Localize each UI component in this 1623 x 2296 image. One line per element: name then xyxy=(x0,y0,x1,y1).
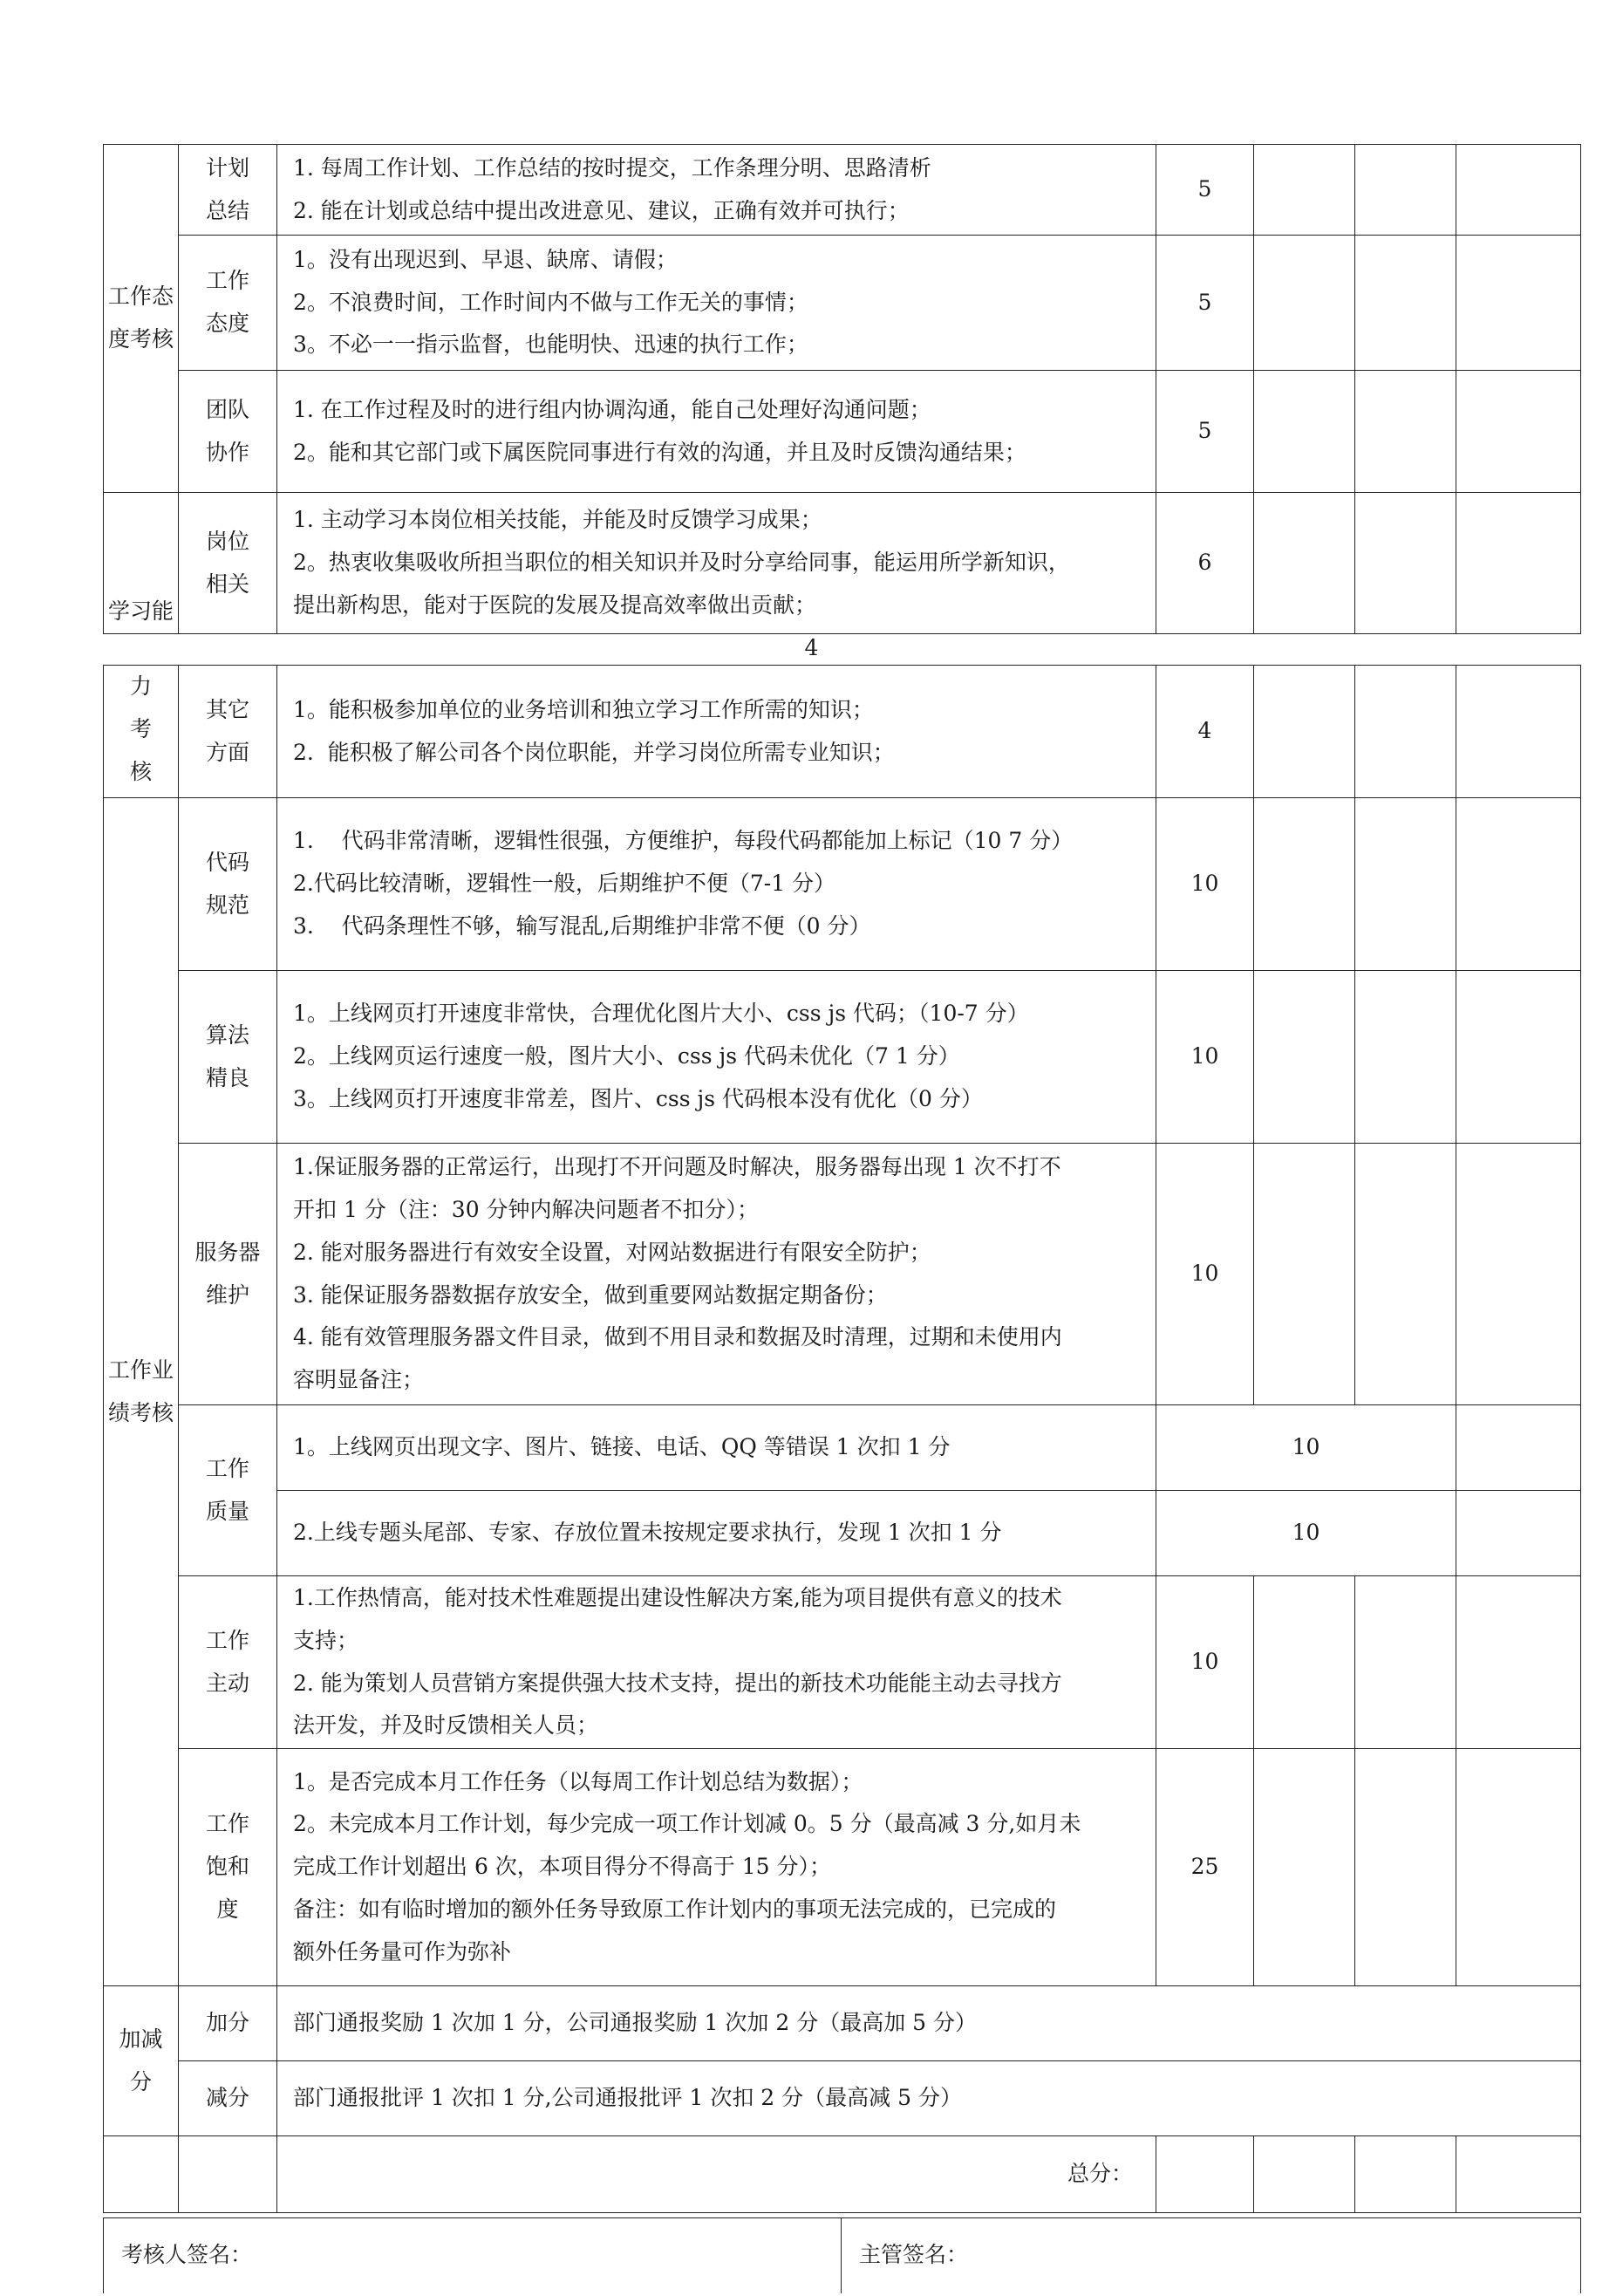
criteria-minus: 部门通报批评 1 次扣 1 分,公司通报批评 1 次扣 2 分（最高减 5 分） xyxy=(277,2061,1581,2136)
max-score: 10 xyxy=(1156,1405,1456,1491)
max-score: 10 xyxy=(1156,1491,1456,1576)
subitem-teamwork: 团队协作 xyxy=(179,371,277,493)
subitem-plan-summary: 计划总结 xyxy=(179,145,277,236)
score-cell[interactable] xyxy=(1355,371,1456,493)
score-cell[interactable] xyxy=(1355,236,1456,371)
score-cell[interactable] xyxy=(1456,1576,1581,1749)
criteria-code: 1. 代码非常清晰，逻辑性很强，方便维护，每段代码都能加上标记（10 7 分） 2.代码比较清晰，逻辑性一般，后期维护不便（7-1 分） 3. 代码条理性不够，输写混乱,后期维护非常不便（0 分） xyxy=(277,798,1156,971)
subitem-job-related: 岗位相关 xyxy=(179,493,277,634)
row-other xyxy=(104,666,1581,798)
total-score-cell[interactable] xyxy=(1156,2136,1254,2213)
score-cell[interactable] xyxy=(1254,666,1355,798)
score-cell[interactable] xyxy=(1456,493,1581,634)
supervisor-signature[interactable]: 主管签名： xyxy=(842,2218,1581,2293)
criteria-quality-1: 1。上线网页出现文字、图片、链接、电话、QQ 等错误 1 次扣 1 分 xyxy=(277,1405,1156,1491)
score-cell[interactable] xyxy=(1456,371,1581,493)
score-cell[interactable] xyxy=(1456,1144,1581,1405)
section-performance: 工作业绩考核 xyxy=(104,798,179,1986)
section-attitude: 工作态度考核 xyxy=(104,145,179,493)
score-cell[interactable] xyxy=(1456,971,1581,1144)
score-cell[interactable] xyxy=(1456,798,1581,971)
subitem-initiative: 工作主动 xyxy=(179,1576,277,1749)
score-cell[interactable] xyxy=(1254,145,1355,236)
assessment-table-part2 xyxy=(103,665,1581,2213)
subitem-plus: 加分 xyxy=(179,1986,277,2061)
subitem-saturation: 工作饱和度 xyxy=(179,1749,277,1986)
row-plan-summary xyxy=(104,145,1581,236)
score-cell[interactable] xyxy=(1355,971,1456,1144)
subitem-server: 服务器维护 xyxy=(179,1144,277,1405)
score-cell[interactable] xyxy=(1254,493,1355,634)
row-quality-2 xyxy=(104,1491,1581,1576)
criteria-algorithm: 1。上线网页打开速度非常快，合理优化图片大小、css js 代码；（10-7 分） 2。上线网页运行速度一般，图片大小、css js 代码未优化（7 1 分） 3。上线网页打开速度非常差，图片、css js 代码根本没有优化（0 分） xyxy=(277,971,1156,1144)
subitem-other: 其它方面 xyxy=(179,666,277,798)
section-learning-continued: 力考核 xyxy=(104,666,179,798)
subitem-algorithm: 算法精良 xyxy=(179,971,277,1144)
row-minus xyxy=(104,2061,1581,2136)
score-cell[interactable] xyxy=(1254,971,1355,1144)
row-code xyxy=(104,798,1581,971)
score-cell[interactable] xyxy=(1254,1749,1355,1986)
row-teamwork xyxy=(104,371,1581,493)
criteria-server: 1.保证服务器的正常运行，出现打不开问题及时解决，服务器每出现 1 次不打不 开扣 1 分（注：30 分钟内解决问题者不扣分）； 2. 能对服务器进行有效安全设置，对网站数据进行有限安全防护； 3. 能保证服务器数据存放安全，做到重要网站数据定期备份； 4. 能有效管理服务器文件目录，做到不用目录和数据及时清理，过期和未使用内 容明显备注； xyxy=(277,1144,1156,1405)
row-initiative xyxy=(104,1576,1581,1749)
max-score: 10 xyxy=(1156,1576,1254,1749)
score-cell[interactable] xyxy=(1355,1144,1456,1405)
total-score-cell[interactable] xyxy=(1456,2136,1581,2213)
row-job-related xyxy=(104,493,1581,634)
score-cell[interactable] xyxy=(1254,798,1355,971)
row-quality-1 xyxy=(104,1405,1581,1491)
max-score: 6 xyxy=(1156,493,1254,634)
row-algorithm xyxy=(104,971,1581,1144)
assessor-signature[interactable]: 考核人签名： xyxy=(104,2218,842,2293)
signature-table xyxy=(103,2217,1581,2293)
max-score: 10 xyxy=(1156,798,1254,971)
score-cell[interactable] xyxy=(1355,145,1456,236)
subitem-code: 代码规范 xyxy=(179,798,277,971)
score-cell[interactable] xyxy=(1456,666,1581,798)
section-bonus: 加减分 xyxy=(104,1986,179,2136)
criteria-saturation: 1。是否完成本月工作任务（以每周工作计划总结为数据）； 2。未完成本月工作计划，每少完成一项工作计划减 0。5 分（最高减 3 分,如月未 完成工作计划超出 6 次，本项目得分不得高于 15 分）； 备注：如有临时增加的额外任务导致原工作计划内的事项无法完成的，已完成的 额外任务量可作为弥补 xyxy=(277,1749,1156,1986)
score-cell[interactable] xyxy=(1355,493,1456,634)
score-cell[interactable] xyxy=(1254,1144,1355,1405)
criteria-initiative: 1.工作热情高，能对技术性难题提出建设性解决方案,能为项目提供有意义的技术 支持； 2. 能为策划人员营销方案提供强大技术支持，提出的新技术功能能主动去寻找方 法开发，并及时反馈相关人员； xyxy=(277,1576,1156,1749)
subitem-quality: 工作质量 xyxy=(179,1405,277,1576)
criteria-job-related: 1. 主动学习本岗位相关技能，并能及时反馈学习成果； 2。热衷收集吸收所担当职位的相关知识并及时分享给同事，能运用所学新知识， 提出新构思，能对于医院的发展及提高效率做出贡献； xyxy=(277,493,1156,634)
row-plus xyxy=(104,1986,1581,2061)
subitem-work-attitude: 工作态度 xyxy=(179,236,277,371)
score-cell[interactable] xyxy=(1456,1749,1581,1986)
criteria-quality-2: 2.上线专题头尾部、专家、存放位置未按规定要求执行，发现 1 次扣 1 分 xyxy=(277,1491,1156,1576)
criteria-teamwork: 1. 在工作过程及时的进行组内协调沟通，能自己处理好沟通问题； 2。能和其它部门或下属医院同事进行有效的沟通，并且及时反馈沟通结果； xyxy=(277,371,1156,493)
score-cell[interactable] xyxy=(1456,1405,1581,1491)
criteria-plan-summary: 1. 每周工作计划、工作总结的按时提交，工作条理分明、思路清析 2. 能在计划或总结中提出改进意见、建议，正确有效并可执行； xyxy=(277,145,1156,236)
score-cell[interactable] xyxy=(1456,236,1581,371)
max-score: 4 xyxy=(1156,666,1254,798)
score-cell[interactable] xyxy=(1254,236,1355,371)
total-score-cell[interactable] xyxy=(1254,2136,1355,2213)
row-saturation xyxy=(104,1749,1581,1986)
empty-cell xyxy=(104,2136,179,2213)
score-cell[interactable] xyxy=(1355,798,1456,971)
criteria-other: 1。能积极参加单位的业务培训和独立学习工作所需的知识； 2. 能积极了解公司各个岗位职能，并学习岗位所需专业知识； xyxy=(277,666,1156,798)
criteria-work-attitude: 1。没有出现迟到、早退、缺席、请假； 2。不浪费时间，工作时间内不做与工作无关的事情； 3。不必一一指示监督，也能明快、迅速的执行工作； xyxy=(277,236,1156,371)
max-score: 5 xyxy=(1156,145,1254,236)
total-label: 总分： xyxy=(277,2136,1156,2213)
max-score: 25 xyxy=(1156,1749,1254,1986)
subitem-minus: 减分 xyxy=(179,2061,277,2136)
row-total xyxy=(104,2136,1581,2213)
score-cell[interactable] xyxy=(1254,371,1355,493)
total-score-cell[interactable] xyxy=(1355,2136,1456,2213)
row-server xyxy=(104,1144,1581,1405)
max-score: 10 xyxy=(1156,971,1254,1144)
score-cell[interactable] xyxy=(1456,1491,1581,1576)
score-cell[interactable] xyxy=(1254,1576,1355,1749)
score-cell[interactable] xyxy=(1355,1576,1456,1749)
empty-cell xyxy=(179,2136,277,2213)
row-work-attitude xyxy=(104,236,1581,371)
section-learning: 学习能 xyxy=(104,493,179,634)
row-signatures xyxy=(104,2218,1581,2293)
score-cell[interactable] xyxy=(1355,666,1456,798)
assessment-table-part1 xyxy=(103,144,1581,634)
max-score: 5 xyxy=(1156,236,1254,371)
page-number: 4 xyxy=(804,635,819,660)
max-score: 10 xyxy=(1156,1144,1254,1405)
score-cell[interactable] xyxy=(1355,1749,1456,1986)
criteria-plus: 部门通报奖励 1 次加 1 分，公司通报奖励 1 次加 2 分（最高加 5 分） xyxy=(277,1986,1581,2061)
max-score: 5 xyxy=(1156,371,1254,493)
score-cell[interactable] xyxy=(1456,145,1581,236)
